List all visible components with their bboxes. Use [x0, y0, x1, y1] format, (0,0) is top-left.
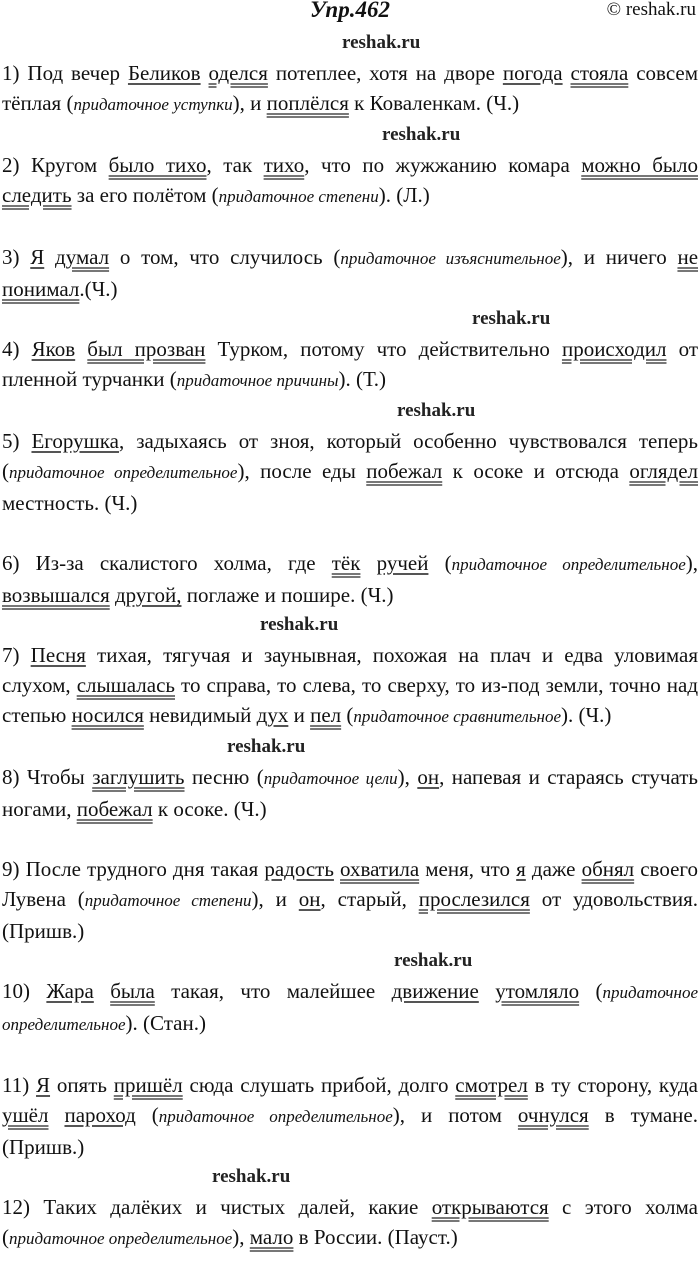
sentence-8 — [2, 762, 698, 824]
subject: Егорушка — [31, 429, 119, 453]
paragraph-spacer — [2, 120, 698, 150]
subject: радость — [264, 857, 334, 881]
subject: пароход — [64, 1103, 136, 1127]
predicate: оделся — [208, 61, 268, 85]
watermark: reshak.ru — [227, 736, 306, 757]
predicate: думал — [55, 245, 110, 269]
watermark: reshak.ru — [394, 950, 473, 971]
watermark: reshak.ru — [397, 400, 476, 421]
sentence-text: , старый, — [320, 887, 419, 911]
predicate: мало — [249, 1225, 294, 1249]
sentence-text: , напевая и стараясь стучать ногами, — [2, 765, 699, 821]
subject: Я — [30, 245, 45, 269]
sentence-text: ), — [232, 1225, 250, 1249]
sentence-text: тихая, тягучая и заунывная, похожая на плач и едва уловимая слухом, — [2, 643, 698, 697]
sentence-10 — [2, 976, 698, 1040]
subject: Беликов — [127, 61, 201, 85]
sentence-text: 12) Таких далёких и чистых далей, какие — [2, 1195, 432, 1219]
sentence-text: , задыхаясь от зноя, который особенно чувствовался теперь ( — [2, 429, 698, 483]
predicate: поплёлся — [266, 91, 349, 115]
predicate: возвышался — [2, 583, 110, 607]
sentence-4 — [2, 334, 698, 396]
sentence-text — [201, 61, 209, 85]
subject: Я — [36, 1073, 51, 1097]
sentence-text: потеплее, хотя на дворе — [267, 61, 503, 85]
predicate: была — [110, 979, 155, 1003]
sentence-text: ), — [397, 765, 418, 789]
clause-type-note: придаточное изъяснительное — [340, 249, 561, 268]
sentence-text: ), — [685, 551, 698, 575]
subject: Песня — [30, 643, 86, 667]
sentence-text: ), после еды — [237, 459, 367, 483]
sentence-text: местность. (Ч.) — [2, 491, 138, 515]
sentence-text — [563, 61, 571, 85]
subject: Яков — [31, 337, 76, 361]
sentence-2 — [2, 150, 698, 212]
sentence-text: 11) — [2, 1073, 37, 1097]
watermark: reshak.ru — [342, 32, 421, 53]
sentence-6 — [2, 548, 698, 610]
predicate: стояла — [570, 61, 629, 85]
sentence-text: от пленной турчанки ( — [2, 337, 698, 391]
sentence-text: и — [288, 703, 311, 727]
sentence-11 — [2, 1070, 698, 1162]
sentence-text: совсем тёплая ( — [2, 61, 699, 115]
paragraph-spacer — [2, 396, 698, 426]
sentence-text — [48, 1103, 64, 1127]
subject: ручей — [376, 551, 429, 575]
predicate: не понимал — [2, 245, 699, 301]
predicate: прослезился — [418, 887, 530, 911]
sentence-text: то справа, то слева, то сверху, то из-под земли, точно над степью — [2, 673, 699, 727]
predicate: было тихо — [108, 153, 207, 177]
paragraph-spacer — [2, 610, 698, 640]
sentence-text: 10) — [2, 979, 47, 1003]
sentence-text: ), и потом — [392, 1103, 518, 1127]
exercise-content — [2, 28, 698, 1254]
sentence-text: ). (Т.) — [338, 367, 386, 391]
sentence-text: ). (Стан.) — [125, 1011, 206, 1035]
sentence-text: за его полётом ( — [71, 183, 219, 207]
sentence-12 — [2, 1192, 698, 1254]
sentence-text: песню ( — [184, 765, 264, 789]
sentence-text — [479, 979, 495, 1003]
sentence-text: 8) Чтобы — [2, 765, 93, 789]
sentence-text: ( — [579, 979, 603, 1003]
sentence-text — [75, 337, 87, 361]
copyright-label: © reshak.ru — [606, 0, 696, 20]
paragraph-spacer — [2, 732, 698, 762]
sentence-text: ( — [341, 703, 354, 727]
clause-type-note: придаточное степени — [218, 187, 379, 206]
sentence-5 — [2, 426, 698, 518]
predicate: слышалась — [76, 673, 175, 697]
watermark: reshak.ru — [382, 124, 461, 145]
sentence-7 — [2, 640, 698, 732]
paragraph-spacer — [2, 824, 698, 854]
sentence-text: ). (Ч.) — [561, 703, 612, 727]
sentence-text: такая, что малейшее — [154, 979, 392, 1003]
sentence-text: поглаже и пошире. (Ч.) — [181, 583, 394, 607]
sentence-text: даже — [525, 857, 582, 881]
paragraph-spacer — [2, 304, 698, 334]
sentence-text: невидимый — [143, 703, 257, 727]
sentence-text — [360, 551, 376, 575]
sentence-text: к Коваленкам. (Ч.) — [348, 91, 520, 115]
predicate: побежал — [76, 797, 153, 821]
sentence-text: 7) — [2, 643, 31, 667]
clause-type-note: придаточное причины — [176, 371, 339, 390]
paragraph-spacer — [2, 946, 698, 976]
predicate: пришёл — [113, 1073, 183, 1097]
predicate: заглушить — [92, 765, 185, 789]
sentence-1 — [2, 58, 698, 120]
sentence-text: 9) После трудного дня такая — [2, 857, 265, 881]
predicate: тёк — [331, 551, 361, 575]
clause-type-note: придаточное сравнительное — [353, 707, 562, 726]
sentence-text: 6) Из-за скалистого холма, где — [2, 551, 332, 575]
sentence-text: сюда слушать прибой, долго — [182, 1073, 456, 1097]
predicate: утомляло — [495, 979, 580, 1003]
predicate: ушёл — [2, 1103, 49, 1127]
sentence-text — [44, 245, 55, 269]
sentence-text: опять — [50, 1073, 114, 1097]
predicate: обнял — [581, 857, 635, 881]
predicate: происходил — [561, 337, 667, 361]
subject: погода — [502, 61, 563, 85]
predicate: пел — [310, 703, 342, 727]
paragraph-spacer — [2, 212, 698, 242]
sentence-text: в тумане. (Пришв.) — [2, 1103, 698, 1159]
paragraph-spacer — [2, 1162, 698, 1192]
subject: Жара — [46, 979, 94, 1003]
watermark: reshak.ru — [472, 308, 551, 329]
sentence-text — [94, 979, 110, 1003]
sentence-text: 1) Под вечер — [2, 61, 128, 85]
subject: дух — [256, 703, 289, 727]
sentence-text: 5) — [2, 429, 32, 453]
sentence-text: ), и ничего — [560, 245, 678, 269]
paragraph-spacer — [2, 518, 698, 548]
sentence-text: Турком, потому что действительно — [205, 337, 562, 361]
watermark: reshak.ru — [212, 1166, 291, 1187]
predicate: носился — [71, 703, 144, 727]
sentence-text: 2) Кругом — [2, 153, 109, 177]
subject: он — [417, 765, 440, 789]
predicate: открываются — [431, 1195, 549, 1219]
sentence-text: ( — [428, 551, 452, 575]
sentence-text: 3) — [2, 245, 31, 269]
sentence-text: от удовольствия. (Пришв.) — [2, 887, 699, 943]
predicate: был прозван — [87, 337, 206, 361]
clause-type-note: придаточное определительное — [9, 1229, 233, 1248]
predicate: можно было следить — [2, 153, 698, 207]
sentence-text: ( — [135, 1103, 159, 1127]
paragraph-spacer — [2, 28, 698, 58]
predicate: побежал — [366, 459, 443, 483]
subject: я — [516, 857, 526, 881]
predicate: очнулся — [517, 1103, 589, 1127]
clause-type-note: придаточное определительное — [2, 983, 699, 1034]
predicate: тихо — [263, 153, 305, 177]
sentence-text: 4) — [2, 337, 32, 361]
sentence-text: в России. (Пауст.) — [293, 1225, 458, 1249]
sentence-text: к осоке и отсюда — [442, 459, 630, 483]
clause-type-note: придаточное степени — [84, 891, 252, 910]
sentence-text: своего Лувена ( — [2, 857, 698, 911]
sentence-text: к осоке. (Ч.) — [152, 797, 267, 821]
subject: движение — [391, 979, 479, 1003]
predicate: оглядел — [629, 459, 699, 483]
sentence-text: меня, что — [419, 857, 517, 881]
subject: другой, — [114, 583, 182, 607]
watermark: reshak.ru — [260, 614, 339, 635]
clause-type-note: придаточное определительное — [451, 555, 686, 574]
sentence-3 — [2, 242, 698, 304]
sentence-text: о том, что случилось ( — [109, 245, 341, 269]
paragraph-spacer — [2, 1040, 698, 1070]
predicate: охватила — [340, 857, 420, 881]
clause-type-note: придаточное определительное — [158, 1107, 393, 1126]
sentence-text: , так — [206, 153, 264, 177]
clause-type-note: придаточное определительное — [9, 463, 238, 482]
sentence-text: ), и — [232, 91, 267, 115]
sentence-text: с этого холма ( — [2, 1195, 698, 1249]
exercise-title: Упр.462 — [310, 0, 390, 22]
sentence-9 — [2, 854, 698, 946]
subject: он — [298, 887, 321, 911]
clause-type-note: придаточное уступки — [73, 95, 233, 114]
sentence-text: ). (Л.) — [378, 183, 430, 207]
sentence-text: ), и — [251, 887, 299, 911]
predicate: смотрел — [455, 1073, 528, 1097]
clause-type-note: придаточное цели — [263, 769, 398, 788]
sentence-text: в ту сторону, куда — [527, 1073, 699, 1097]
sentence-text: , что по жужжанию комара — [304, 153, 582, 177]
sentence-text: .(Ч.) — [79, 277, 118, 301]
